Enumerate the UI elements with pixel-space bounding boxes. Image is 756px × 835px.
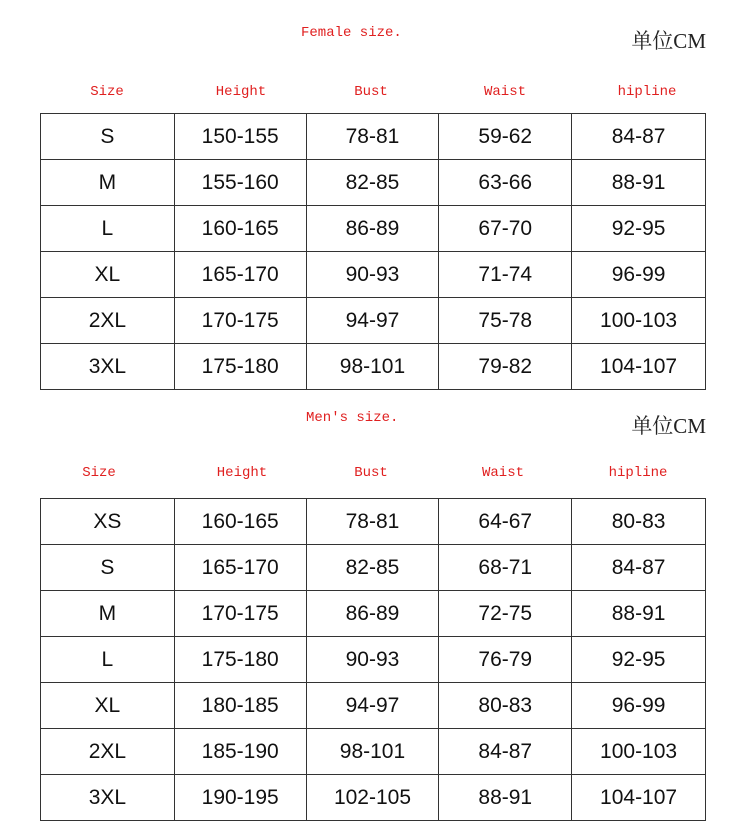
table-cell: 75-78 [439,298,572,344]
table-cell: L [41,206,175,252]
table-cell: 92-95 [572,206,706,252]
male-size-table [40,498,706,821]
table-cell: 88-91 [572,591,706,637]
table-cell: 82-85 [306,545,439,591]
table-cell: M [41,591,175,637]
female-header-height: Height [215,84,267,100]
table-cell: 76-79 [439,637,572,683]
table-cell: 165-170 [174,252,306,298]
male-unit-label: 单位CM [631,414,706,438]
table-cell: 104-107 [572,344,706,390]
table-cell: 84-87 [572,114,706,160]
table-cell: L [41,637,175,683]
table-row [41,591,706,637]
table-row [41,206,706,252]
table-cell: 94-97 [306,298,439,344]
table-cell: 67-70 [439,206,572,252]
table-row [41,729,706,775]
table-cell: XL [41,683,175,729]
table-row [41,252,706,298]
table-cell: 88-91 [439,775,572,821]
table-cell: 96-99 [572,252,706,298]
table-cell: 2XL [41,729,175,775]
table-cell: XL [41,252,175,298]
table-cell: 90-93 [306,252,439,298]
female-header-row [40,72,706,112]
table-row [41,683,706,729]
table-cell: 92-95 [572,637,706,683]
male-header-size: Size [82,465,116,481]
table-cell: 82-85 [306,160,439,206]
table-row [41,499,706,545]
table-cell: XS [41,499,175,545]
table-cell: 78-81 [306,499,439,545]
male-header-waist: Waist [481,465,524,481]
table-cell: 102-105 [306,775,439,821]
table-cell: S [41,545,175,591]
table-cell: 84-87 [572,545,706,591]
female-size-table [40,113,706,390]
table-row [41,114,706,160]
table-cell: 88-91 [572,160,706,206]
table-cell: 96-99 [572,683,706,729]
table-cell: 160-165 [174,499,306,545]
table-row [41,160,706,206]
table-cell: 84-87 [439,729,572,775]
table-cell: 160-165 [174,206,306,252]
table-cell: 64-67 [439,499,572,545]
table-cell: 98-101 [306,344,439,390]
table-cell: 3XL [41,775,175,821]
table-row [41,344,706,390]
table-cell: 72-75 [439,591,572,637]
male-header-bust: Bust [354,465,388,481]
male-size-title: Men's size. [306,410,399,426]
table-cell: 2XL [41,298,175,344]
table-cell: 71-74 [439,252,572,298]
table-cell: 100-103 [572,298,706,344]
table-cell: 63-66 [439,160,572,206]
table-cell: M [41,160,175,206]
table-row [41,637,706,683]
table-cell: 185-190 [174,729,306,775]
table-cell: 94-97 [306,683,439,729]
female-header-waist: Waist [483,84,526,100]
female-header-hipline: hipline [617,84,677,100]
table-cell: 190-195 [174,775,306,821]
table-cell: 175-180 [174,637,306,683]
table-cell: 180-185 [174,683,306,729]
table-cell: 79-82 [439,344,572,390]
table-cell: 170-175 [174,591,306,637]
female-header-size: Size [90,84,124,100]
table-cell: 90-93 [306,637,439,683]
table-cell: 59-62 [439,114,572,160]
male-header-height: Height [216,465,268,481]
table-cell: 98-101 [306,729,439,775]
table-cell: 175-180 [174,344,306,390]
table-row [41,545,706,591]
table-cell: S [41,114,175,160]
table-cell: 104-107 [572,775,706,821]
table-cell: 3XL [41,344,175,390]
table-cell: 80-83 [439,683,572,729]
female-header-bust: Bust [354,84,388,100]
table-cell: 100-103 [572,729,706,775]
table-cell: 170-175 [174,298,306,344]
male-header-hipline: hipline [608,465,668,481]
male-header-row [40,453,706,493]
table-row [41,775,706,821]
female-size-title: Female size. [301,25,402,41]
table-cell: 165-170 [174,545,306,591]
table-cell: 155-160 [174,160,306,206]
table-cell: 80-83 [572,499,706,545]
table-row [41,298,706,344]
female-unit-label: 单位CM [631,29,706,53]
table-cell: 78-81 [306,114,439,160]
table-cell: 86-89 [306,591,439,637]
table-cell: 68-71 [439,545,572,591]
table-cell: 150-155 [174,114,306,160]
table-cell: 86-89 [306,206,439,252]
